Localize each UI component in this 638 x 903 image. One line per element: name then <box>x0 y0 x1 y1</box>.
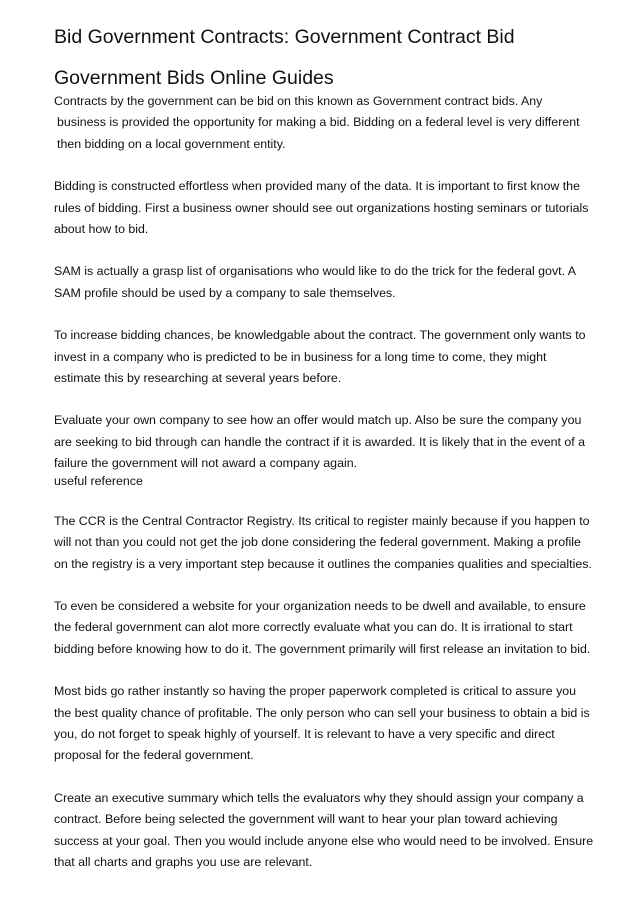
paragraph-paperwork: Most bids go rather instantly so having the proper paperwork completed is critical to assure you the best quality chance of profitable. The only person who can sell your business to obtain a bid is you, do not forget to speak highly of yourself. It is relevant to have a very specific and direct proposal for the federal government. <box>54 684 590 763</box>
paragraph-sam: SAM is actually a grasp list of organisations who would like to do the trick for the federal govt. A SAM profile should be used by a company to sale themselves. <box>54 264 576 300</box>
paragraph-evaluate-company: Evaluate your own company to see how an offer would match up. Also be sure the company you are seeking to bid through can handle the contract if it is awarded. It is likely that in the event of a failure the government will not award a company again. <box>54 413 586 471</box>
document-subtitle: Government Bids Online Guides <box>54 67 334 89</box>
paragraph-executive-summary: Create an executive summary which tells the evaluators why they should assign your company a contract. Before being selected the government will want to hear your plan toward achieving success at your goal. Then you would include anyone else who would need to be involved. Ensure that all charts and graphs you use are relevant. <box>54 790 594 869</box>
document-page <box>54 24 594 894</box>
document-body <box>54 91 594 873</box>
document-title: Bid Government Contracts: Government Contract Bid <box>54 26 515 48</box>
reference-link[interactable]: useful reference <box>54 473 143 488</box>
paragraph-ccr: The CCR is the Central Contractor Registry. Its critical to register mainly because if you happen to will not than you could not get the job done considering the federal government. Making a profile on the registry is a very important step because it outlines the companies qualities and specialties. <box>54 513 592 571</box>
paragraph-bidding-rules: Bidding is constructed effortless when provided many of the data. It is important to first know the rules of bidding. First a business owner should see out organizations hosting seminars or tutorials about how to bid. <box>54 179 589 237</box>
paragraph-intro: Contracts by the government can be bid on this known as Government contract bids. Any business is provided the opportunity for making a bid. Bidding on a federal level is very different then bidding on a local government entity. <box>54 94 580 151</box>
paragraph-website: To even be considered a website for your organization needs to be dwell and available, to ensure the federal government can alot more correctly evaluate what you can do. It is irrational to start bidding before knowing how to do it. The government primarily will first release an invitation to bid. <box>54 598 591 656</box>
paragraph-increase-chances: To increase bidding chances, be knowledgable about the contract. The government only wants to invest in a company who is predicted to be in business for a long time to come, they might estimate this by researching at several years before. <box>54 328 586 386</box>
